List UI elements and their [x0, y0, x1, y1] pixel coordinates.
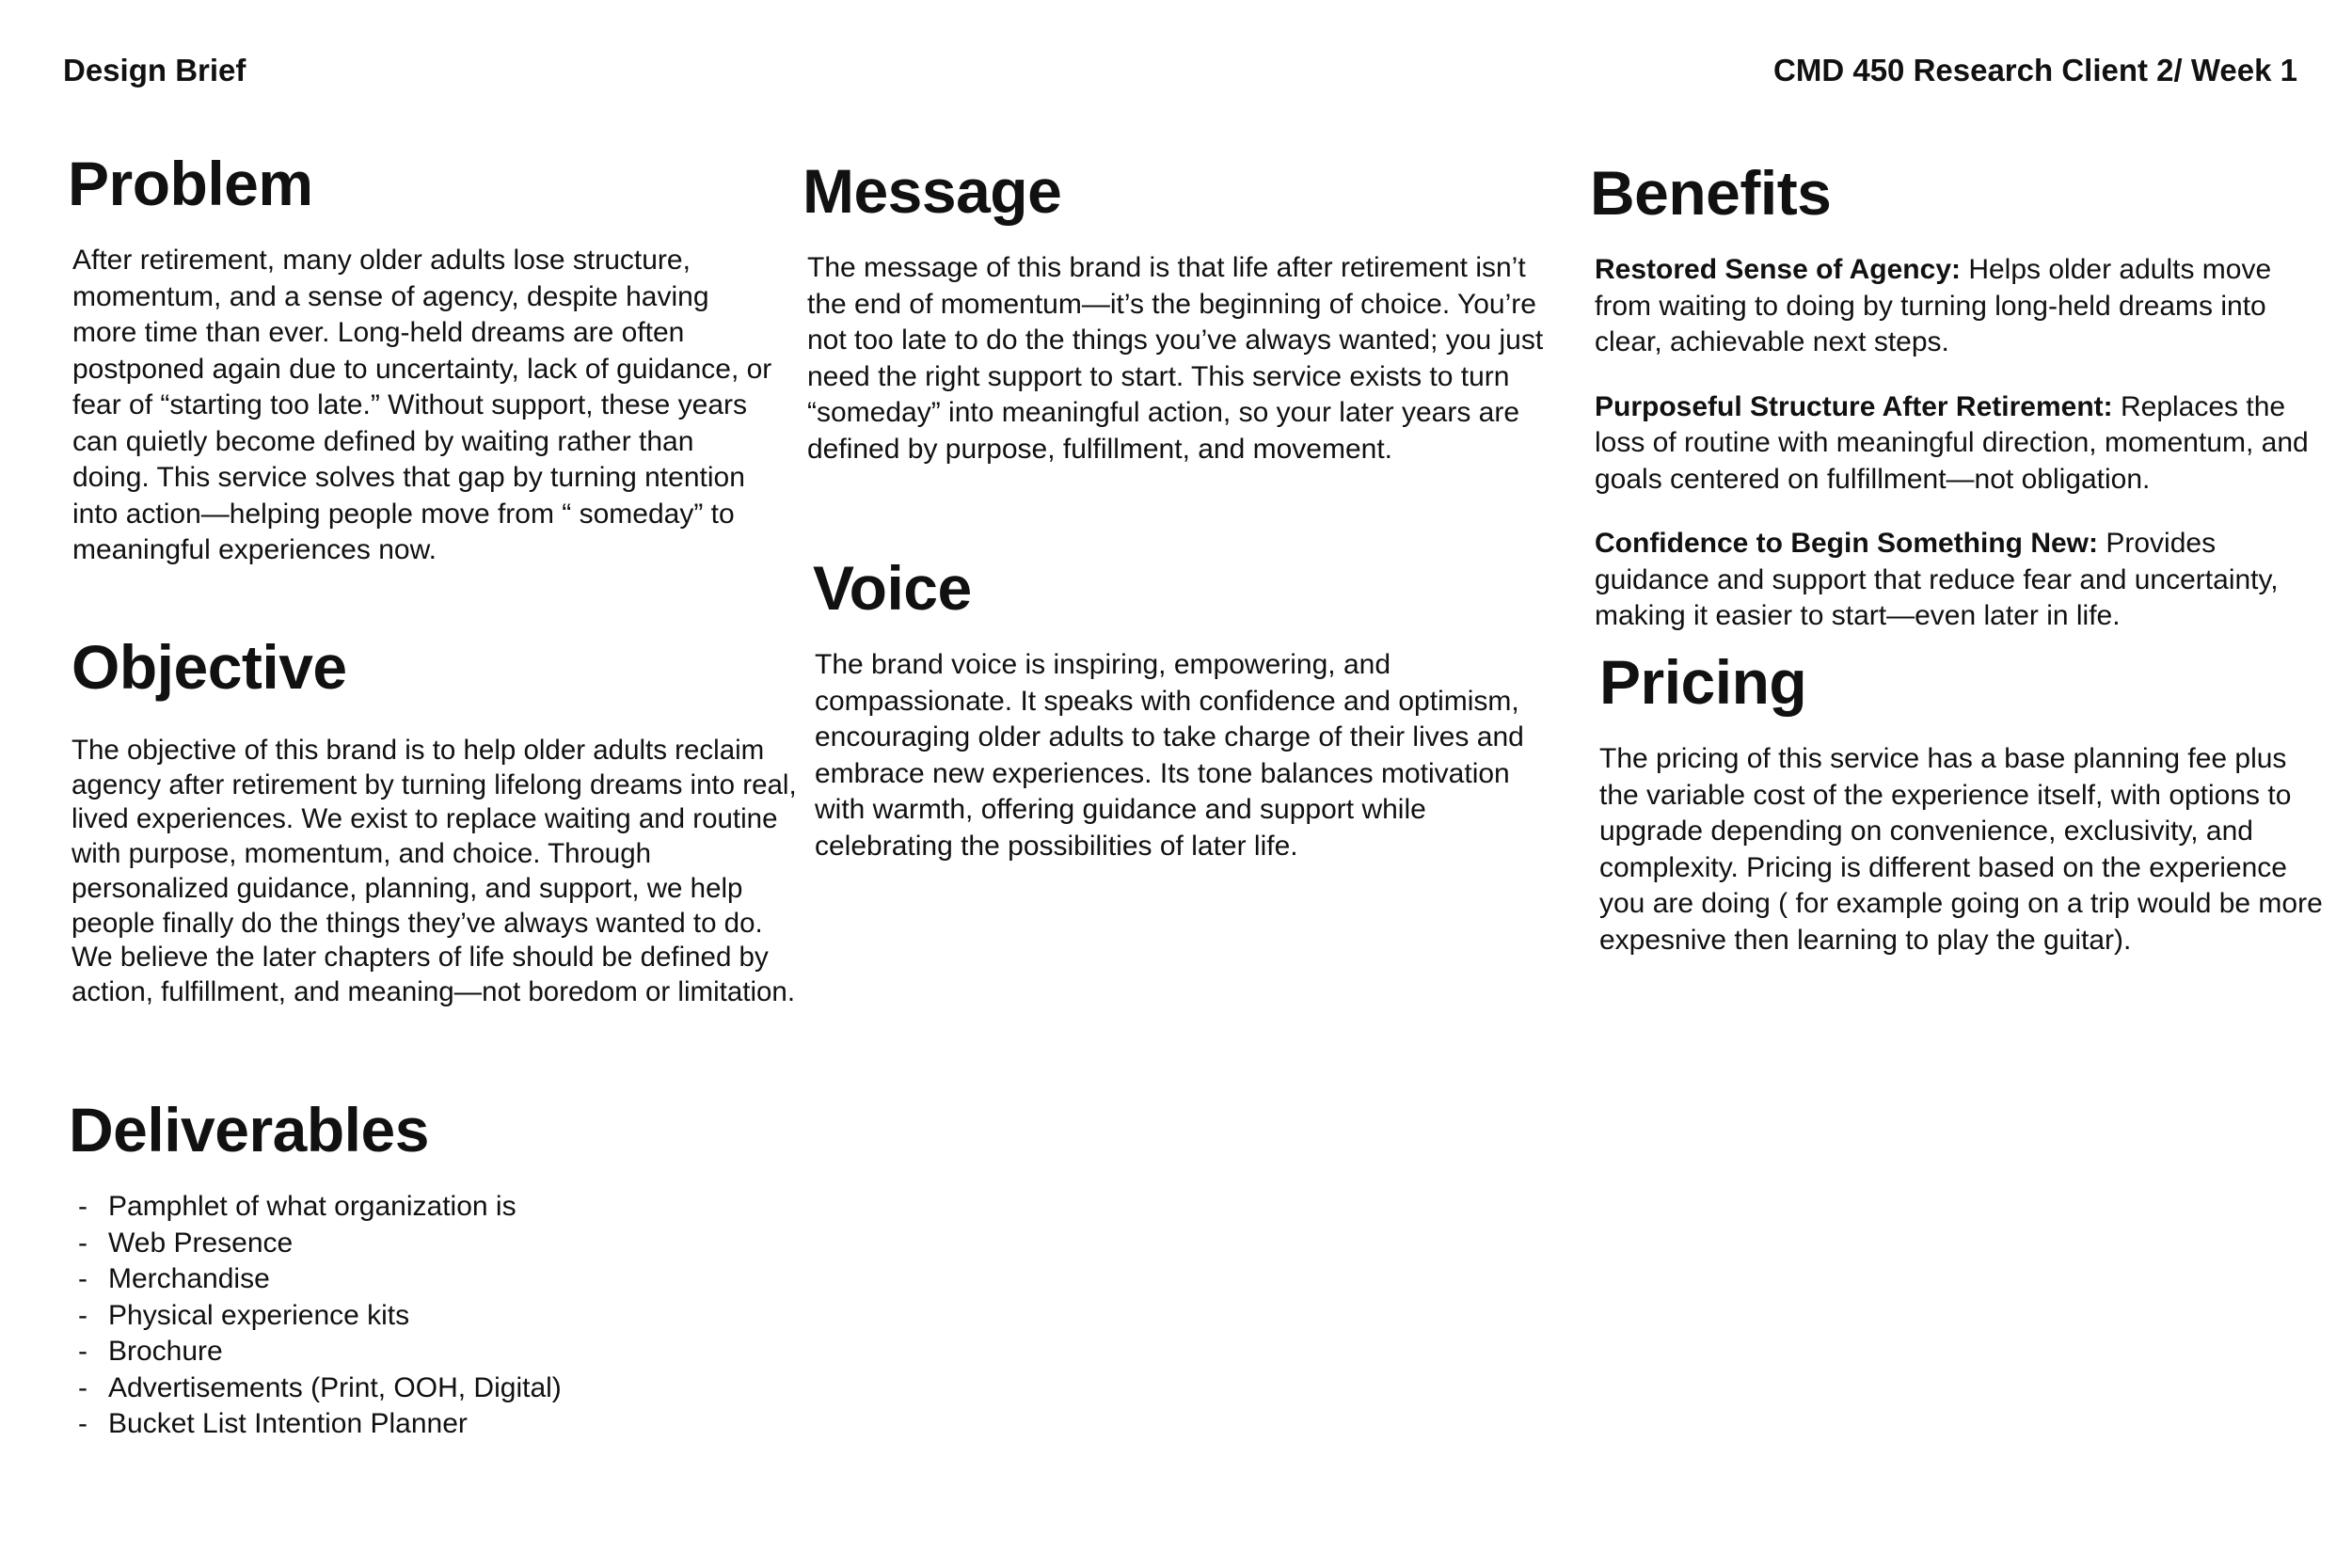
- deliverable-item: - Physical experience kits: [72, 1298, 784, 1335]
- objective-body: The objective of this brand is to help older adults reclaim agency after retirement by turning lifelong dreams into real, lived experiences. We exist to replace waiting and routine with purpose, momentum, and choice. Through personalized guidance, planning, and support, we help people finally do the things they’ve always wanted to do. We believe the later chapters of life should be defined by action, fulfillment, and meaning—not boredom or limitation.: [72, 735, 797, 1007]
- voice-section: [813, 553, 1565, 864]
- benefit-text: Helps older adults move from waiting to doing by turning long-held dreams into clear, achievable next steps.: [1595, 254, 2272, 357]
- benefit-label: Restored Sense of Agency:: [1595, 254, 1961, 285]
- message-body: The message of this brand is that life after retirement isn’t the end of momentum—it’s the beginning of choice. You’re not too late to do the things you’ve always wanted; you just need the right support to start. This service exists to turn “someday” into meaningful action, so your later years are defined by purpose, fulfillment, and movement.: [807, 252, 1544, 465]
- benefit-item: [1595, 389, 2324, 499]
- objective-heading: Objective: [72, 632, 347, 702]
- message-section: [803, 156, 1555, 467]
- pricing-body: The pricing of this service has a base planning fee plus the variable cost of the experience itself, with options to upgrade depending on convenience, exclusivity, and complexity. Pricing is different based on the experience you are doing ( for example going on a trip would be more expesnive then learning to play the guitar).: [1599, 743, 2323, 956]
- deliverable-item: - Brochure: [72, 1334, 784, 1370]
- problem-heading: Problem: [68, 149, 313, 218]
- pricing-heading: Pricing: [1599, 647, 1807, 717]
- message-heading: Message: [803, 156, 1062, 226]
- voice-body: The brand voice is inspiring, empowering, and compassionate. It speaks with confidence and optimism, encouraging older adults to take charge of their lives and embrace new experiences. Its tone balances motivation with warmth, offering guidance and support while celebrating the possibilities of later life.: [815, 649, 1524, 862]
- benefit-text: Provides guidance and support that reduce fear and uncertainty, making it easier to start—even later in life.: [1595, 528, 2279, 631]
- objective-section: [72, 632, 805, 1010]
- deliverable-item: - Merchandise: [72, 1261, 784, 1298]
- benefit-text: Replaces the loss of routine with meaningful direction, momentum, and goals centered on fulfillment—not obligation.: [1595, 390, 2309, 495]
- problem-section: [68, 149, 773, 569]
- pricing-section: [1599, 647, 2333, 958]
- benefit-item: [1595, 252, 2324, 361]
- deliverable-item: - Web Presence: [72, 1226, 784, 1262]
- benefit-label: Confidence to Begin Something New:: [1595, 528, 2099, 559]
- deliverable-item: - Bucket List Intention Planner: [72, 1406, 784, 1443]
- benefit-label: Purposeful Structure After Retirement:: [1595, 390, 2113, 422]
- deliverable-item: - Advertisements (Print, OOH, Digital): [72, 1370, 784, 1407]
- problem-body: After retirement, many older adults lose structure, momentum, and a sense of agency, despite having more time than ever. Long-held dreams are often postponed again due to uncertainty, lack of guidance, or fear of “starting too late.” Without support, these years can quietly become defined by waiting rather than doing. This service solves that gap by turning ntention into action—helping people move from “ someday” to meaningful experiences now.: [72, 245, 772, 565]
- deliverable-item: - Pamphlet of what organization is: [72, 1189, 784, 1226]
- voice-heading: Voice: [813, 553, 972, 623]
- benefits-section: [1590, 158, 2324, 635]
- course-label: CMD 450 Research Client 2/ Week 1: [1773, 53, 2297, 87]
- deliverables-heading: Deliverables: [69, 1095, 429, 1164]
- benefits-list: [1595, 252, 2324, 635]
- benefits-heading: Benefits: [1590, 158, 1832, 228]
- deliverables-section: [69, 1095, 784, 1443]
- deliverables-list: [72, 1189, 784, 1443]
- benefit-item: [1595, 526, 2324, 635]
- document-label: Design Brief: [63, 53, 246, 87]
